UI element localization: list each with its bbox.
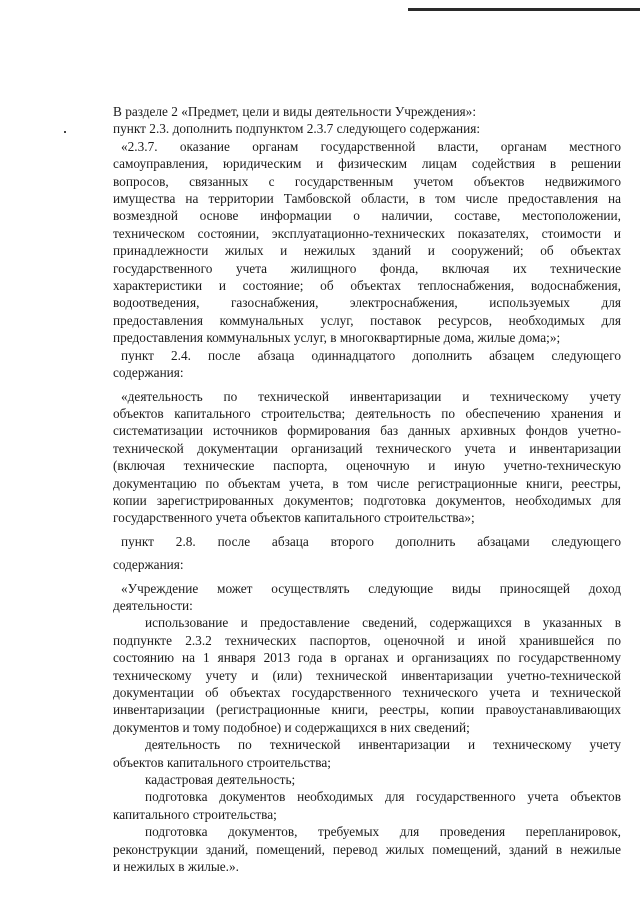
paragraph-line: инвентаризации (регистрационные книги, реестры, копии правоустанавливающих	[113, 702, 621, 718]
paragraph-line: техническом состоянии, эксплуатационно-технических показателях, стоимости и	[113, 225, 621, 241]
paragraph-line: подпункте 2.3.2 технических паспортов, оценочной и иной хранившейся по	[113, 632, 621, 648]
paragraph-line: подготовка документов, требуемых для проведения перепланировок,	[145, 824, 621, 840]
paragraph-line: «2.3.7. оказание органам государственной власти, органам местного	[121, 138, 621, 154]
paragraph-line: объектов капитального строительства; деятельность по обеспечению хранения и	[113, 405, 621, 421]
paragraph-line: подготовка документов необходимых для государственного учета объектов	[145, 789, 621, 805]
paragraph-line: государственного учета жилищного фонда, включая их технические	[113, 260, 621, 276]
paragraph-line: водоотведения, газоснабжения, электроснабжения, используемых для	[113, 295, 621, 311]
paragraph-line: возмездной основе информации о наличии, составе, местоположении,	[113, 208, 621, 224]
paragraph-line: документации об объектах государственного технического учета и технической	[113, 685, 621, 700]
paragraph-line: самоуправления, юридическим и физическим лицам содействия в решении	[113, 156, 621, 172]
paragraph-line: состоянию на 1 января 2013 года в органах и организациях по государственному	[113, 650, 621, 666]
paragraph-line: документов и тому подобное) и содержащихся в них сведений;	[113, 719, 470, 735]
paragraph-line: (включая технические паспорта, оценочную и иную учетно-техническую	[113, 458, 621, 474]
scan-speck	[64, 131, 66, 133]
paragraph-line: вопросов, связанных с государственным учетом объектов недвижимого	[113, 173, 621, 189]
paragraph-line: кадастровая деятельность;	[145, 772, 296, 788]
paragraph-line: принадлежности жилых и нежилых зданий и сооружений; об объектах	[113, 243, 621, 259]
paragraph-line: техническому учету и (или) технической инвентаризации учетно-технической	[113, 667, 621, 683]
paragraph-line: копии зарегистрированных документов; подготовка документов, необходимых для	[113, 492, 621, 508]
point-2-3: пункт 2.3. дополнить подпунктом 2.3.7 следующего содержания:	[113, 121, 481, 137]
paragraph-line: реконструкции зданий, помещений, перевод жилых помещений, зданий в нежилые	[113, 841, 621, 857]
paragraph-line: государственного учета объектов капитального строительства»;	[113, 510, 475, 526]
paragraph-line: технической документации организаций технического учета и инвентаризации	[113, 440, 621, 456]
point-2-4: содержания:	[113, 365, 184, 381]
document-body	[113, 103, 621, 875]
paragraph-line: объектов капитального строительства;	[113, 754, 331, 770]
paragraph-line: «деятельность по технической инвентаризации и техническому учету	[121, 388, 621, 404]
paragraph-line: и нежилых в жилые.».	[113, 859, 239, 875]
paragraph-line: предоставления коммунальных услуг, поставок ресурсов, необходимых для	[113, 312, 621, 328]
paragraph-line: имущества на территории Тамбовской области, в том числе предоставления на	[113, 191, 621, 207]
paragraph-line: предоставления коммунальных услуг, в многоквартирные дома, жилые дома;»;	[113, 330, 561, 346]
paragraph-line: использование и предоставление сведений, содержащихся в указанных в	[145, 615, 621, 631]
paragraph-line: деятельность по технической инвентаризации и техническому учету	[145, 737, 621, 753]
paragraph-line: деятельности:	[113, 597, 193, 613]
point-2-4: пункт 2.4. после абзаца одиннадцатого дополнить абзацем следующего	[121, 347, 621, 363]
point-2-8: пункт 2.8. после абзаца второго дополнить абзацами следующего	[121, 533, 621, 549]
section-intro: В разделе 2 «Предмет, цели и виды деятельности Учреждения»:	[113, 104, 477, 119]
scan-edge-mark	[408, 8, 640, 11]
paragraph-line: документацию по объектам учета, в том числе регистрационные книги, реестры,	[113, 475, 621, 491]
paragraph-line: «Учреждение может осуществлять следующие виды приносящей доход	[121, 580, 621, 596]
paragraph-line: систематизации источников формирования баз данных архивных фондов учетно-	[113, 423, 621, 439]
point-2-8: содержания:	[113, 557, 184, 573]
paragraph-line: характеристики и состояние; об объектах теплоснабжения, водоснабжения,	[113, 278, 621, 294]
paragraph-line: капитального строительства;	[113, 806, 277, 822]
